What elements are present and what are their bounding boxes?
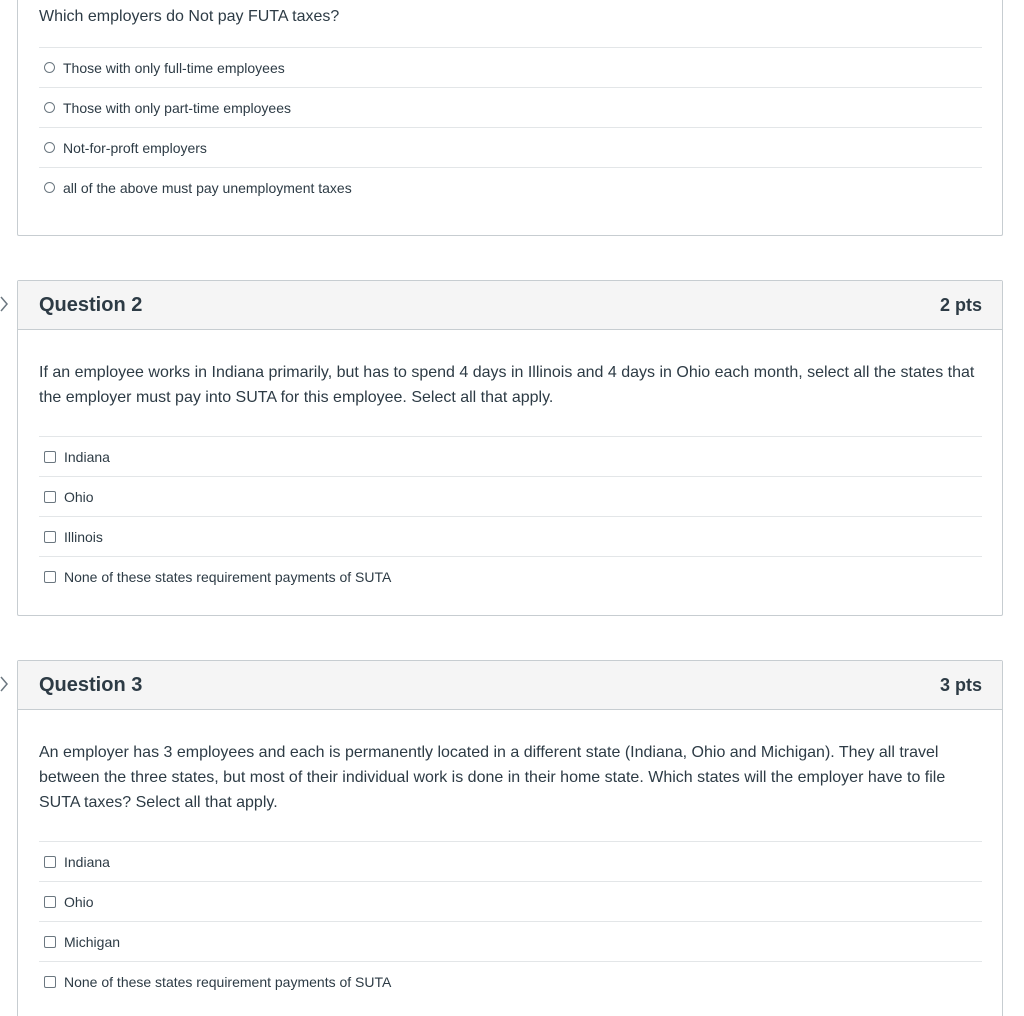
answer-option[interactable] bbox=[39, 436, 982, 476]
chevron-right-icon[interactable] bbox=[0, 296, 8, 312]
answer-option[interactable] bbox=[39, 881, 982, 921]
answer-option[interactable] bbox=[39, 961, 982, 1001]
answer-label: Ohio bbox=[64, 893, 94, 910]
question-1 bbox=[17, 0, 1003, 236]
answer-option[interactable] bbox=[39, 516, 982, 556]
answer-label: Illinois bbox=[64, 528, 103, 545]
answer-label: Those with only full-time employees bbox=[63, 59, 285, 76]
answer-list bbox=[39, 841, 982, 1001]
answer-option[interactable] bbox=[39, 47, 982, 87]
answer-label: None of these states requirement payments of SUTA bbox=[64, 973, 392, 990]
answer-label: Indiana bbox=[64, 448, 110, 465]
radio-button[interactable] bbox=[44, 102, 55, 113]
answer-label: None of these states requirement payments of SUTA bbox=[64, 568, 392, 585]
question-2 bbox=[17, 280, 1003, 616]
checkbox[interactable] bbox=[44, 896, 56, 908]
question-points: 3 pts bbox=[939, 674, 982, 695]
answer-option[interactable] bbox=[39, 87, 982, 127]
answer-label: all of the above must pay unemployment taxes bbox=[63, 179, 352, 196]
question-points: 2 pts bbox=[939, 294, 982, 315]
question-header bbox=[18, 661, 1002, 710]
answer-list bbox=[39, 47, 982, 207]
answer-list bbox=[39, 436, 982, 596]
question-text: If an employee works in Indiana primarily, but has to spend 4 days in Illinois and 4 days in Ohio each month, select all the states that the employer must pay into SUTA for this employee. Select all that apply. bbox=[39, 364, 975, 406]
question-3 bbox=[17, 660, 1003, 1016]
radio-button[interactable] bbox=[44, 182, 55, 193]
checkbox[interactable] bbox=[44, 531, 56, 543]
answer-label: Not-for-proft employers bbox=[63, 139, 207, 156]
question-title: Question 2 bbox=[39, 293, 143, 316]
radio-button[interactable] bbox=[44, 62, 55, 73]
answer-label: Those with only part-time employees bbox=[63, 99, 291, 116]
checkbox[interactable] bbox=[44, 976, 56, 988]
question-text: Which employers do Not pay FUTA taxes? bbox=[39, 8, 340, 25]
question-title: Question 3 bbox=[39, 673, 143, 696]
answer-option[interactable] bbox=[39, 476, 982, 516]
answer-option[interactable] bbox=[39, 841, 982, 881]
question-header bbox=[18, 281, 1002, 330]
question-text: An employer has 3 employees and each is permanently located in a different state (Indiana, Ohio and Michigan). They all travel between the three states, but most of their individual work is done in their home state. Which states will the employer have to file SUTA taxes? Select all that apply. bbox=[39, 744, 946, 811]
checkbox[interactable] bbox=[44, 571, 56, 583]
answer-option[interactable] bbox=[39, 167, 982, 207]
answer-label: Indiana bbox=[64, 853, 110, 870]
checkbox[interactable] bbox=[44, 936, 56, 948]
answer-label: Michigan bbox=[64, 933, 121, 950]
checkbox[interactable] bbox=[44, 491, 56, 503]
answer-label: Ohio bbox=[64, 488, 94, 505]
radio-button[interactable] bbox=[44, 142, 55, 153]
answer-option[interactable] bbox=[39, 556, 982, 596]
answer-option[interactable] bbox=[39, 921, 982, 961]
answer-option[interactable] bbox=[39, 127, 982, 167]
checkbox[interactable] bbox=[44, 856, 56, 868]
chevron-right-icon[interactable] bbox=[0, 676, 8, 692]
checkbox[interactable] bbox=[44, 451, 56, 463]
